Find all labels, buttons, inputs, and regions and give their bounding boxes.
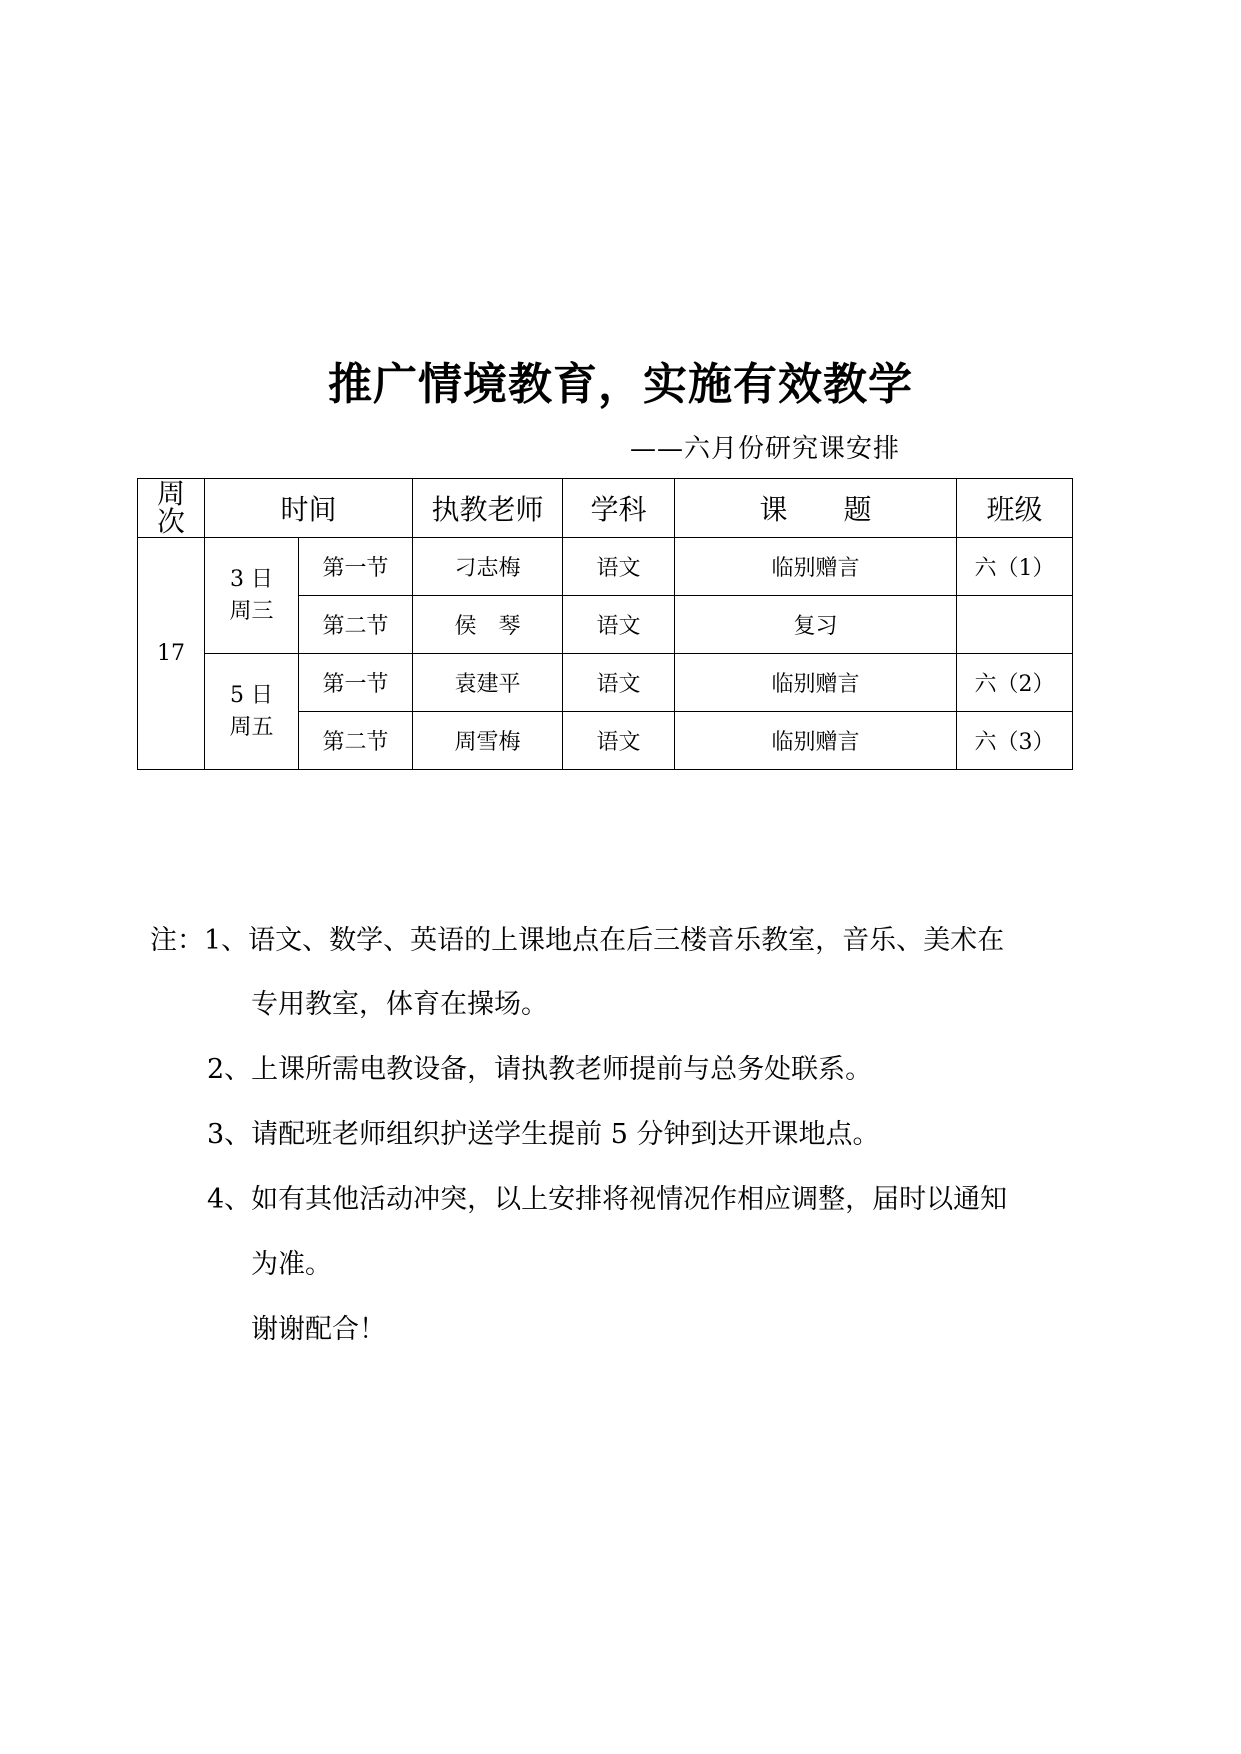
note-1: 注：1、语文、数学、英语的上课地点在后三楼音乐教室，音乐、美术在 — [150, 925, 1005, 956]
teacher-cell: 侯 琴 — [413, 596, 563, 654]
note-4: 4、如有其他活动冲突，以上安排将视情况作相应调整，届时以通知 — [207, 1184, 1008, 1215]
class-cell: 六（2） — [957, 654, 1073, 712]
subject-cell: 语文 — [563, 712, 675, 770]
note-3: 3、请配班老师组织护送学生提前 5 分钟到达开课地点。 — [207, 1119, 880, 1150]
subject-cell: 语文 — [563, 654, 675, 712]
period-cell: 第一节 — [299, 654, 413, 712]
header-week-top: 周 — [156, 477, 185, 510]
header-teacher: 执教老师 — [413, 479, 563, 538]
class-cell: 六（1） — [957, 538, 1073, 596]
day-weekday: 周三 — [229, 598, 274, 624]
day-date: 5 日 — [230, 682, 273, 708]
period-cell: 第二节 — [299, 596, 413, 654]
teacher-cell: 周雪梅 — [413, 712, 563, 770]
topic-cell: 临别赠言 — [675, 712, 957, 770]
header-subject: 学科 — [563, 479, 675, 538]
week-number: 17 — [138, 538, 205, 770]
page-title: 推广情境教育，实施有效教学 — [328, 359, 913, 410]
header-topic: 课 题 — [675, 479, 957, 538]
day-date: 3 日 — [230, 566, 273, 592]
class-cell: 六（3） — [957, 712, 1073, 770]
class-cell — [957, 596, 1073, 654]
subject-cell: 语文 — [563, 538, 675, 596]
day-cell — [205, 654, 299, 770]
teacher-cell: 袁建平 — [413, 654, 563, 712]
period-cell: 第二节 — [299, 712, 413, 770]
header-week-bottom: 次 — [156, 505, 185, 538]
table-row — [138, 538, 1073, 596]
note-4-continued: 为准。 — [251, 1249, 332, 1280]
thanks-text: 谢谢配合！ — [251, 1314, 386, 1345]
note-1-continued: 专用教室，体育在操场。 — [251, 989, 548, 1020]
page-subtitle: ——六月份研究课安排 — [630, 434, 901, 464]
topic-cell: 临别赠言 — [675, 654, 957, 712]
topic-cell: 复习 — [675, 596, 957, 654]
header-week — [138, 479, 205, 538]
day-weekday: 周五 — [229, 714, 274, 740]
subject-cell: 语文 — [563, 596, 675, 654]
topic-cell: 临别赠言 — [675, 538, 957, 596]
header-time: 时间 — [205, 479, 413, 538]
note-2: 2、上课所需电教设备，请执教老师提前与总务处联系。 — [207, 1054, 873, 1085]
table-header-row — [138, 479, 1073, 538]
schedule-table — [137, 478, 1073, 770]
header-class: 班级 — [957, 479, 1073, 538]
day-cell — [205, 538, 299, 654]
table-row — [138, 654, 1073, 712]
period-cell: 第一节 — [299, 538, 413, 596]
teacher-cell: 刁志梅 — [413, 538, 563, 596]
